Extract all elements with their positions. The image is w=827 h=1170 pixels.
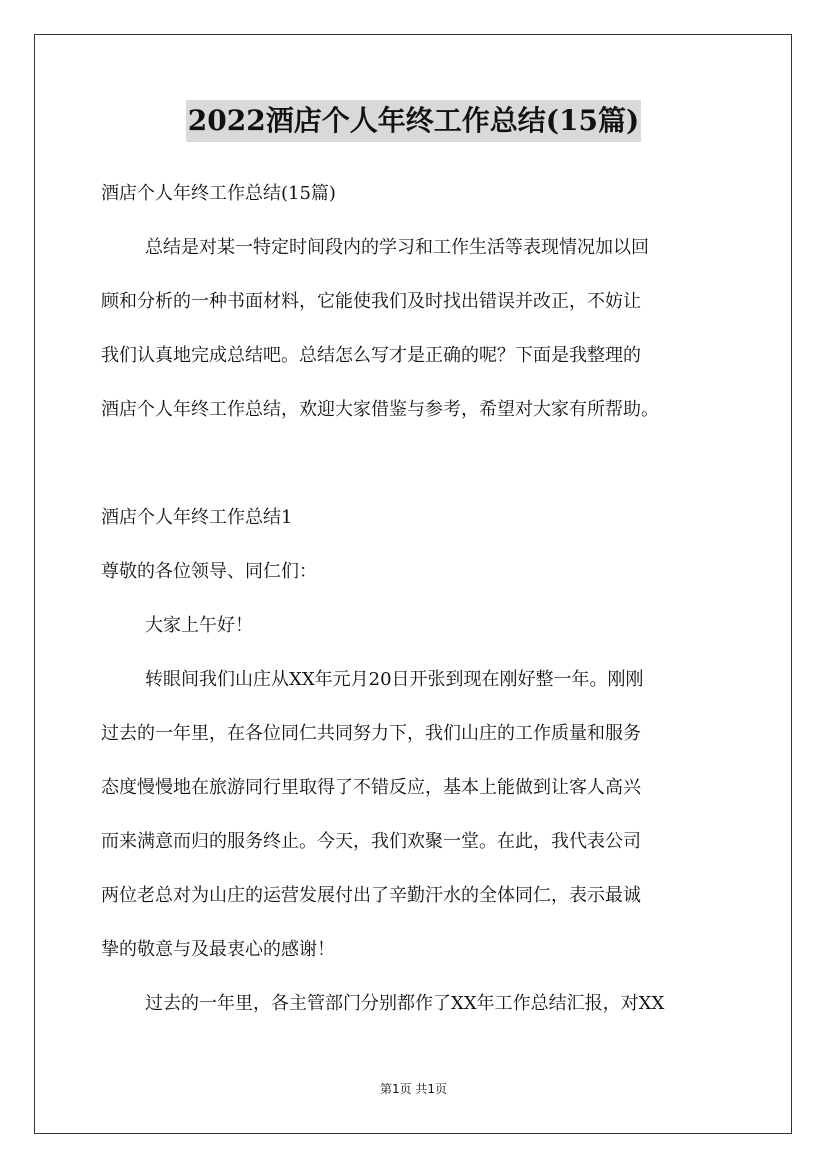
subtitle-line: 酒店个人年终工作总结(15篇)	[101, 183, 336, 204]
section-heading: 酒店个人年终工作总结1	[101, 507, 293, 528]
title-container	[0, 100, 827, 142]
paragraph-line: 转眼间我们山庄从XX年元月20日开张到现在刚好整一年。刚刚	[145, 669, 644, 690]
document-title: 2022酒店个人年终工作总结(15篇)	[186, 100, 641, 142]
paragraph-line: 我们认真地完成总结吧。总结怎么写才是正确的呢？下面是我整理的	[101, 345, 641, 366]
paragraph-line: 总结是对某一特定时间段内的学习和工作生活等表现情况加以回	[145, 237, 649, 258]
paragraph-line: 顾和分析的一种书面材料，它能使我们及时找出错误并改正，不妨让	[101, 291, 641, 312]
document-body	[101, 175, 741, 1039]
paragraph-gap	[101, 445, 741, 499]
paragraph-line: 过去的一年里，在各位同仁共同努力下，我们山庄的工作质量和服务	[101, 723, 641, 744]
paragraph-line: 过去的一年里，各主管部门分别都作了XX年工作总结汇报，对XX	[145, 993, 665, 1014]
paragraph-line: 而来满意而归的服务终止。今天，我们欢聚一堂。在此，我代表公司	[101, 831, 641, 852]
greeting-line: 大家上午好！	[145, 615, 253, 636]
paragraph-line: 两位老总对为山庄的运营发展付出了辛勤汗水的全体同仁，表示最诚	[101, 885, 641, 906]
page-footer: 第1页 共1页	[379, 1082, 448, 1096]
paragraph-line: 酒店个人年终工作总结，欢迎大家借鉴与参考，希望对大家有所帮助。	[101, 399, 659, 420]
paragraph-line: 挚的敬意与及最衷心的感谢！	[101, 939, 335, 960]
paragraph-line: 态度慢慢地在旅游同行里取得了不错反应，基本上能做到让客人高兴	[101, 777, 641, 798]
salutation-line: 尊敬的各位领导、同仁们：	[101, 561, 317, 582]
